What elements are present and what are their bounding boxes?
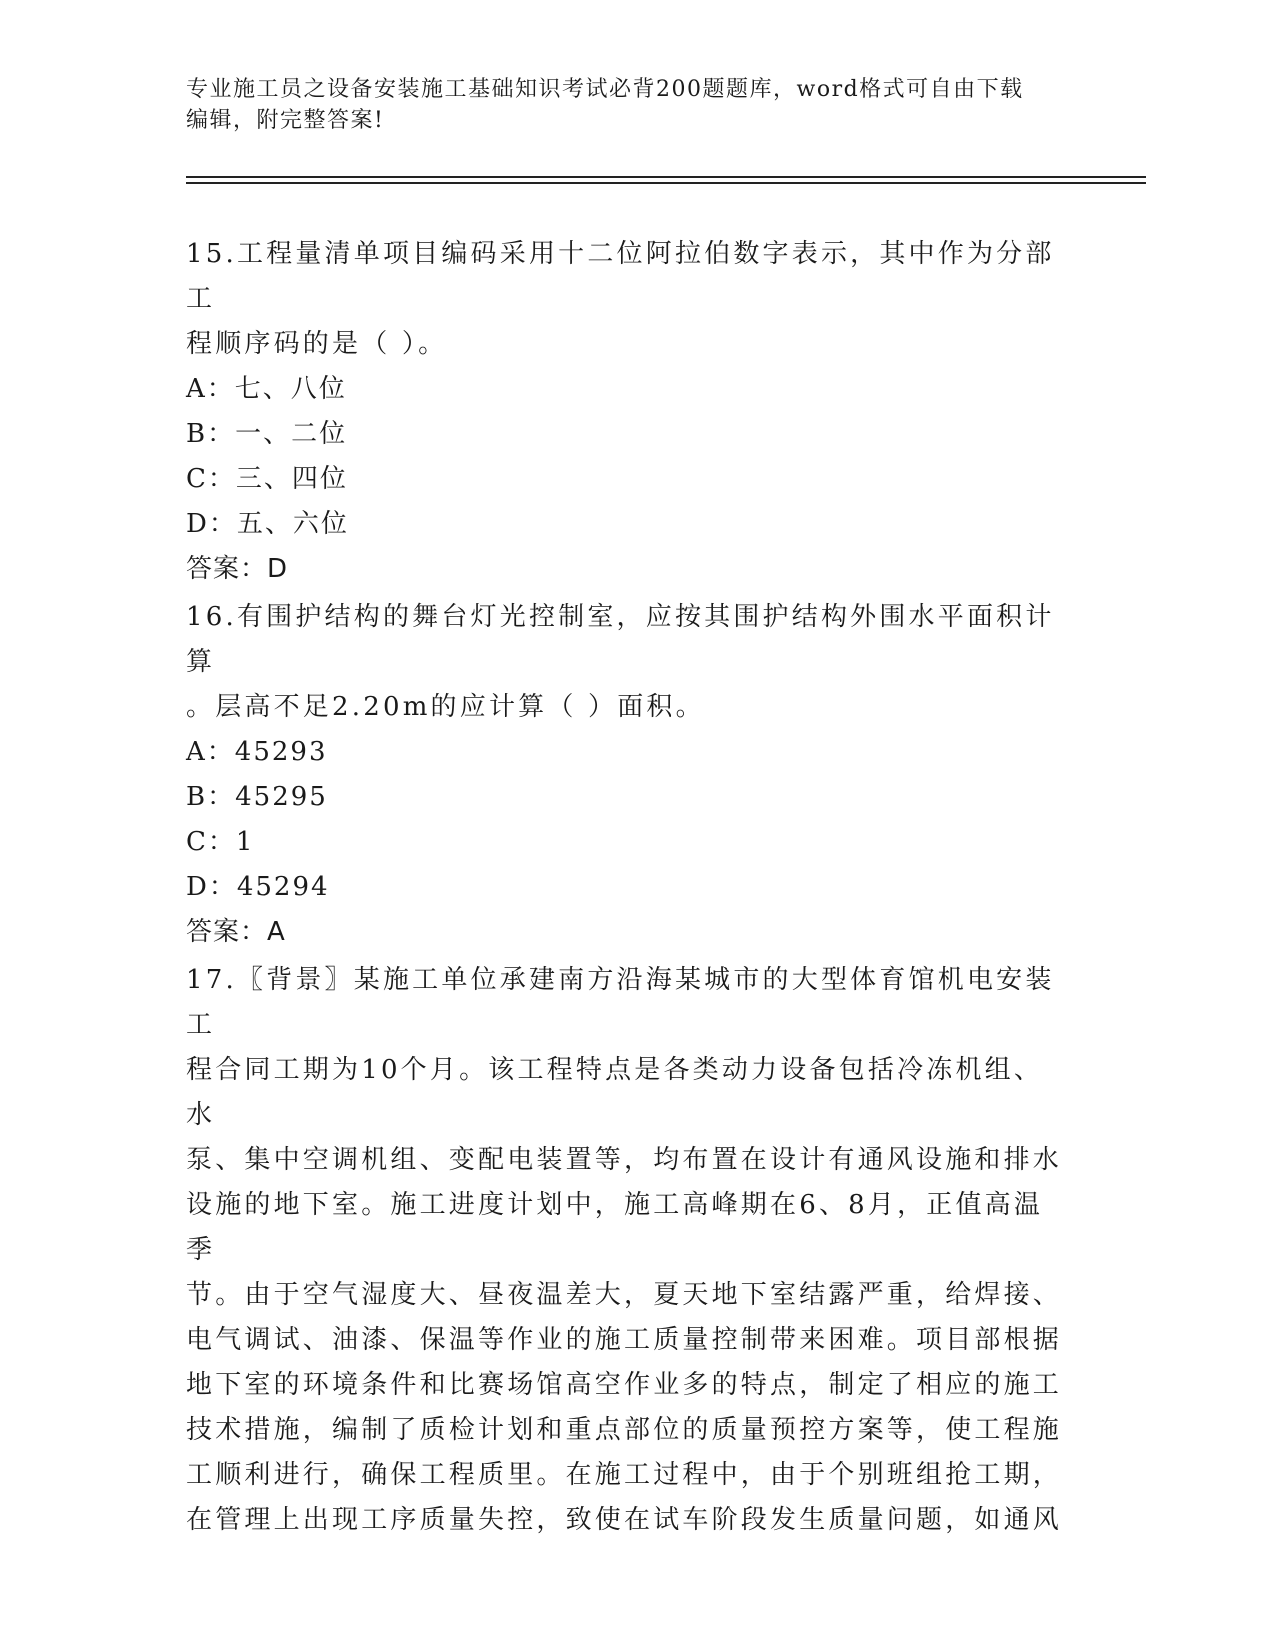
question-block: [186, 958, 1066, 1543]
option-c: C：三、四位: [186, 464, 348, 494]
question-stem-line: 设施的地下室。施工进度计划中，施工高峰期在6、8月，正值高温季: [186, 1190, 1044, 1265]
question-stem-line: 16.有围护结构的舞台灯光控制室，应按其围护结构外围水平面积计算: [186, 602, 1055, 677]
question-stem-line: 。层高不足2.20m的应计算（ ）面积。: [186, 692, 705, 722]
option-d: D：五、六位: [186, 509, 349, 539]
question-stem-line: 技术措施，编制了质检计划和重点部位的质量预控方案等，使工程施: [186, 1415, 1063, 1445]
answer-line: 答案：A: [186, 917, 286, 947]
question-stem-line: 程合同工期为10个月。该工程特点是各类动力设备包括冷冻机组、水: [186, 1055, 1044, 1130]
header-divider: [186, 176, 1146, 178]
header-line: 编辑，附完整答案!: [186, 108, 385, 133]
document-header: [186, 74, 1066, 136]
option-b: B：45295: [186, 782, 328, 812]
question-stem-line: 地下室的环境条件和比赛场馆高空作业多的特点，制定了相应的施工: [186, 1370, 1063, 1400]
question-block: [186, 595, 1066, 955]
header-line: 专业施工员之设备安装施工基础知识考试必背200题题库，word格式可自由下载: [186, 77, 1024, 102]
question-stem-line: 程顺序码的是（ ）。: [186, 329, 448, 359]
question-stem-line: 17.〖背景〗某施工单位承建南方沿海某城市的大型体育馆机电安装工: [186, 965, 1055, 1040]
header-divider: [186, 182, 1146, 184]
question-block: [186, 232, 1066, 592]
question-stem-line: 节。由于空气湿度大、昼夜温差大，夏天地下室结露严重，给焊接、: [186, 1280, 1063, 1310]
option-b: B：一、二位: [186, 419, 348, 449]
answer-line: 答案：D: [186, 554, 289, 584]
question-stem-line: 15.工程量清单项目编码采用十二位阿拉伯数字表示，其中作为分部工: [186, 239, 1055, 314]
question-stem-line: 工顺利进行，确保工程质里。在施工过程中，由于个别班组抢工期，: [186, 1460, 1063, 1490]
option-d: D：45294: [186, 872, 330, 902]
option-a: A：45293: [186, 737, 328, 767]
question-stem-line: 泵、集中空调机组、变配电装置等，均布置在设计有通风设施和排水: [186, 1145, 1063, 1175]
question-stem-line: 在管理上出现工序质量失控，致使在试车阶段发生质量问题，如通风: [186, 1505, 1063, 1535]
question-stem-line: 电气调试、油漆、保温等作业的施工质量控制带来困难。项目部根据: [186, 1325, 1063, 1355]
option-c: C：1: [186, 827, 255, 857]
option-a: A：七、八位: [186, 374, 347, 404]
